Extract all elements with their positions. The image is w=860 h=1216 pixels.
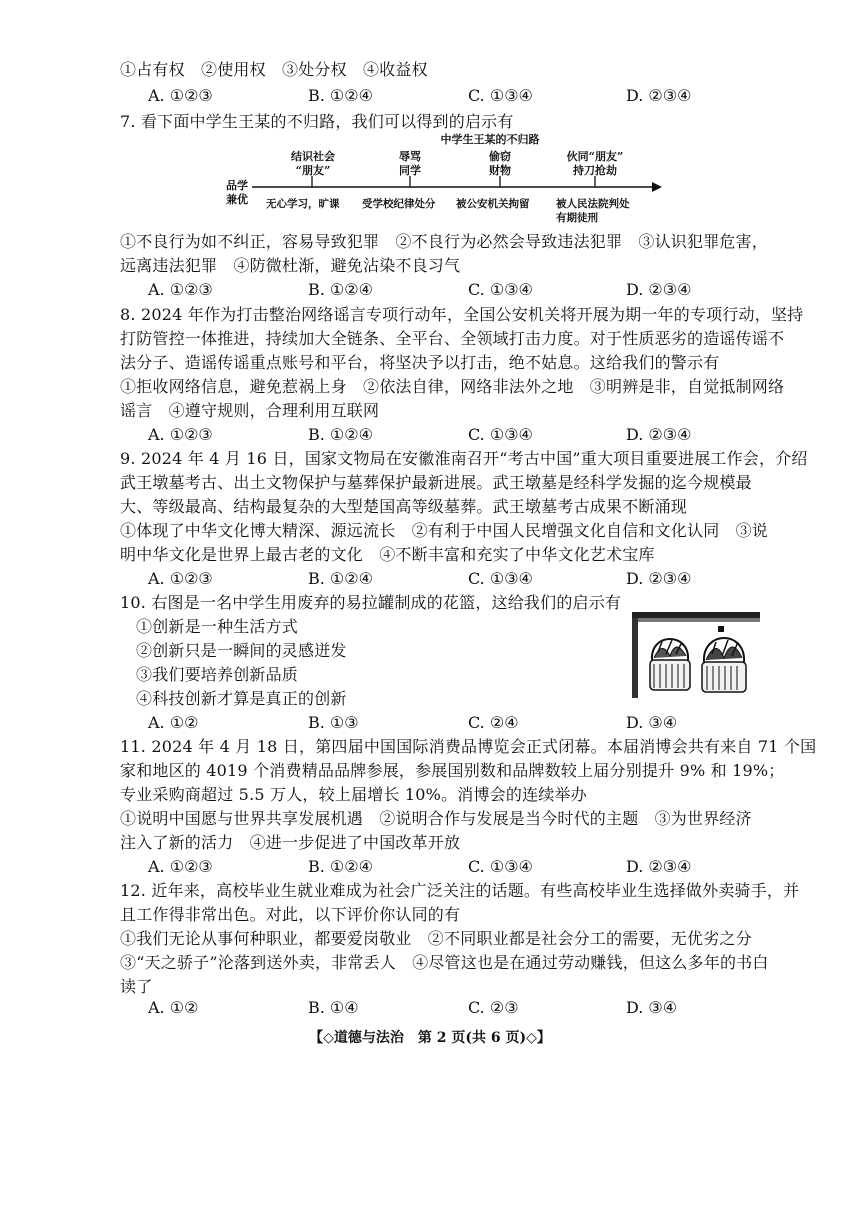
- timeline-above-2-line1: 辱骂: [399, 150, 421, 163]
- q7-option-d[interactable]: D. ②③④: [626, 280, 692, 299]
- q11-line1: 11. 2024 年 4 月 18 日，第四届中国国际消费品博览会正式闭幕。本届消博会共有来自 71 个国: [120, 737, 817, 756]
- q8-option-d[interactable]: D. ②③④: [626, 425, 692, 444]
- q8-line2: 打防管控一体推进，持续加大全链条、全平台、全领域打击力度。对于性质恶劣的造谣传谣不: [120, 329, 785, 348]
- q11-option-d[interactable]: D. ②③④: [626, 857, 692, 876]
- q6-option-b[interactable]: B. ①②④: [308, 86, 373, 105]
- q10-item3: ③我们要培养创新品质: [136, 665, 299, 684]
- q10-item4: ④科技创新才算是真正的创新: [136, 689, 347, 708]
- q8-line3: 法分子、造谣传谣重点账号和平台，将坚决予以打击，绝不姑息。这给我们的警示有: [120, 353, 720, 372]
- q12-option-d[interactable]: D. ③④: [626, 998, 678, 1017]
- timeline-above-1-line1: 结识社会: [291, 150, 335, 163]
- q7-option-b[interactable]: B. ①②④: [308, 280, 373, 299]
- timeline-start-line1: 品学: [226, 179, 248, 192]
- q8-option-a[interactable]: A. ①②③: [148, 425, 213, 444]
- q10-option-a[interactable]: A. ①②: [148, 713, 199, 732]
- timeline-above-4-line1: 伙同“朋友”: [566, 150, 624, 163]
- q9-line4: ①体现了中华文化博大精深、源远流长 ②有利于中国人民增强文化自信和文化认同 ③说: [120, 521, 769, 540]
- q9-option-d[interactable]: D. ②③④: [626, 569, 692, 588]
- q8-option-b[interactable]: B. ①②④: [308, 425, 373, 444]
- q7-option-a[interactable]: A. ①②③: [148, 280, 213, 299]
- q9-option-b[interactable]: B. ①②④: [308, 569, 373, 588]
- timeline-below-1: 无心学习，旷课: [266, 198, 340, 210]
- q10-option-d[interactable]: D. ③④: [626, 713, 678, 732]
- page-footer: 【◇道德与法治 第 2 页(共 6 页)◇】: [309, 1030, 551, 1046]
- q6-items: ①占有权 ②使用权 ③处分权 ④收益权: [120, 60, 428, 79]
- q12-option-b[interactable]: B. ①④: [308, 998, 359, 1017]
- q12-line4: ③“天之骄子”沦落到送外卖，非常丢人 ④尽管这也是在通过劳动赚钱，但这么多年的书白: [120, 953, 769, 972]
- q10-stem: 10. 右图是一名中学生用废弃的易拉罐制成的花篮，这给我们的启示有: [120, 593, 622, 612]
- timeline-axis: [252, 176, 662, 198]
- q6-option-c[interactable]: C. ①③④: [468, 86, 533, 105]
- q9-line2: 武王墩墓考古、出土文物保护与墓葬保护最新进展。武王墩墓是经科学发掘的迄今规模最: [120, 473, 752, 492]
- q7-choice-line2: 远离违法犯罪 ④防微杜渐，避免沾染不良习气: [120, 256, 461, 275]
- q9-line1: 9. 2024 年 4 月 16 日，国家文物局在安徽淮南召开“考古中国”重大项目重要进展工作会，介绍: [120, 449, 808, 468]
- q11-line5: 注入了新的活力 ④进一步促进了中国改革开放: [120, 833, 461, 852]
- q11-line3: 专业采购商超过 5.5 万人，较上届增长 10%。消博会的连续举办: [120, 785, 587, 804]
- q6-option-a[interactable]: A. ①②③: [148, 86, 213, 105]
- q9-line5: 明中华文化是世界上最古老的文化 ④不断丰富和充实了中华文化艺术宝库: [120, 545, 655, 564]
- q11-option-c[interactable]: C. ①③④: [468, 857, 533, 876]
- q6-option-d[interactable]: D. ②③④: [626, 86, 692, 105]
- timeline-below-4-line1: 被人民法院判处: [556, 198, 630, 210]
- timeline-above-3-line2: 财物: [489, 164, 511, 177]
- timeline-above-1-line2: “朋友”: [295, 164, 331, 177]
- q8-line5: 谣言 ④遵守规则，合理利用互联网: [120, 401, 380, 420]
- q7-option-c[interactable]: C. ①③④: [468, 280, 533, 299]
- q11-option-b[interactable]: B. ①②④: [308, 857, 373, 876]
- timeline-above-3-line1: 偷窃: [489, 150, 511, 163]
- q7-choice-line1: ①不良行为如不纠正，容易导致犯罪 ②不良行为必然会导致违法犯罪 ③认识犯罪危害，: [120, 232, 769, 251]
- q12-line3: ①我们无论从事何种职业，都要爱岗敬业 ②不同职业都是社会分工的需要，无优劣之分: [120, 929, 752, 948]
- timeline-below-4-line2: 有期徒刑: [556, 212, 598, 224]
- q12-line5: 读了: [120, 977, 153, 996]
- q11-line2: 家和地区的 4019 个消费精品品牌参展，参展国别数和品牌数较上届分别提升 9% 和 19%；: [120, 761, 785, 780]
- timeline-above-4-line2: 持刀抢劫: [573, 164, 617, 177]
- q12-option-a[interactable]: A. ①②: [148, 998, 199, 1017]
- q11-line4: ①说明中国愿与世界共享发展机遇 ②说明合作与发展是当今时代的主题 ③为世界经济: [120, 809, 752, 828]
- timeline-below-2: 受学校纪律处分: [362, 198, 436, 210]
- q12-line2: 且工作得非常出色。对此，以下评价你认同的有: [120, 905, 461, 924]
- q9-option-c[interactable]: C. ①③④: [468, 569, 533, 588]
- timeline-start-line2: 兼优: [226, 193, 248, 206]
- q10-item1: ①创新是一种生活方式: [136, 617, 299, 636]
- q10-option-c[interactable]: C. ②④: [468, 713, 519, 732]
- q9-line3: 大、等级最高、结构最复杂的大型楚国高等级墓葬。武王墩墓考古成果不断涌现: [120, 497, 688, 516]
- q7-stem: 7. 看下面中学生王某的不归路，我们可以得到的启示有: [120, 112, 514, 131]
- timeline-title: 中学生王某的不归路: [440, 133, 540, 146]
- q8-option-c[interactable]: C. ①③④: [468, 425, 533, 444]
- q10-item2: ②创新只是一瞬间的灵感迸发: [136, 641, 347, 660]
- timeline-below-3: 被公安机关拘留: [456, 198, 530, 210]
- q8-line4: ①拒收网络信息，避免惹祸上身 ②依法自律，网络非法外之地 ③明辨是非，自觉抵制网络: [120, 377, 785, 396]
- q9-option-a[interactable]: A. ①②③: [148, 569, 213, 588]
- q12-line1: 12. 近年来，高校毕业生就业难成为社会广泛关注的话题。有些高校毕业生选择做外卖骑手，并: [120, 881, 800, 900]
- q12-option-c[interactable]: C. ②③: [468, 998, 519, 1017]
- can-flower-basket-photo: [632, 612, 760, 698]
- q8-line1: 8. 2024 年作为打击整治网络谣言专项行动年，全国公安机关将开展为期一年的专项行动，坚持: [120, 305, 804, 324]
- q10-option-b[interactable]: B. ①③: [308, 713, 359, 732]
- timeline-above-2-line2: 同学: [399, 164, 421, 177]
- q11-option-a[interactable]: A. ①②③: [148, 857, 213, 876]
